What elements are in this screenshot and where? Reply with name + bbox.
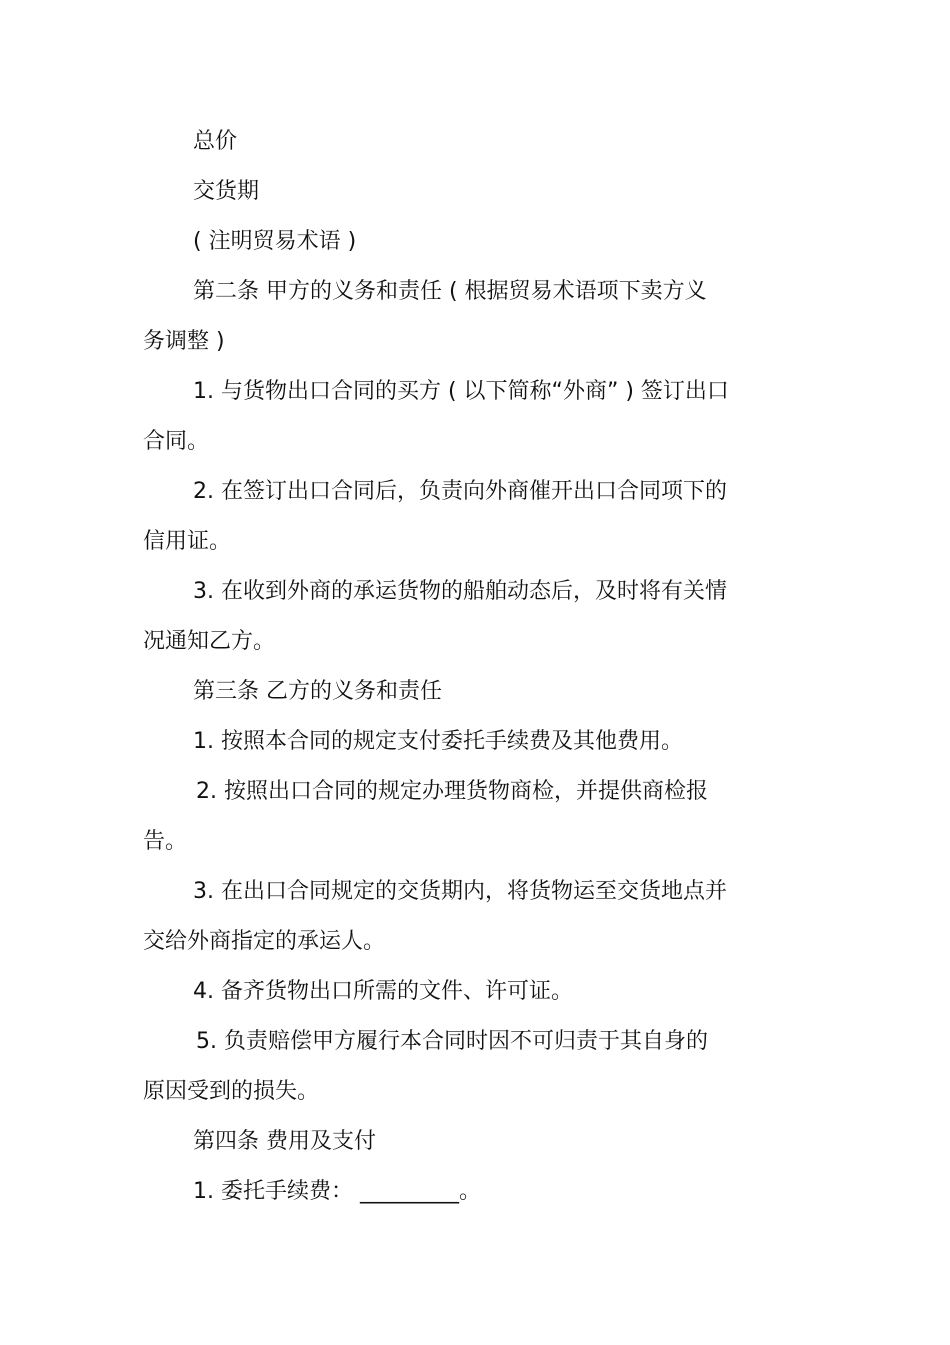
line-article-2-item-1-cont: 合同。 bbox=[143, 429, 210, 454]
line-article-2-heading: 第二条 甲方的义务和责任 ( 根据贸易术语项下卖方义 bbox=[193, 279, 707, 304]
line-article-3-heading: 第三条 乙方的义务和责任 bbox=[193, 679, 442, 704]
line-article-3-item-3: 3. 在出口合同规定的交货期内，将货物运至交货地点并 bbox=[193, 879, 727, 904]
line-article-2-item-2: 2. 在签订出口合同后，负责向外商催开出口合同项下的 bbox=[193, 479, 727, 504]
line-article-4-item-1: 1. 委托手续费： _________。 bbox=[193, 1179, 481, 1204]
line-article-3-item-2-cont: 告。 bbox=[143, 829, 188, 854]
line-article-2-item-1: 1. 与货物出口合同的买方 ( 以下简称“外商” ) 签订出口 bbox=[193, 379, 729, 404]
line-article-3-item-3-cont: 交给外商指定的承运人。 bbox=[143, 929, 386, 954]
line-article-2-item-3: 3. 在收到外商的承运货物的船舶动态后，及时将有关情 bbox=[193, 579, 727, 604]
line-article-4-heading: 第四条 费用及支付 bbox=[193, 1129, 376, 1154]
line-article-3-item-5: 5. 负责赔偿甲方履行本合同时因不可归责于其自身的 bbox=[196, 1029, 708, 1054]
line-article-3-item-4: 4. 备齐货物出口所需的文件、许可证。 bbox=[193, 979, 573, 1004]
line-article-2-item-3-cont: 况通知乙方。 bbox=[143, 629, 276, 654]
line-article-2-heading-cont: 务调整 ) bbox=[143, 329, 225, 354]
line-trade-term-note: ( 注明贸易术语 ) bbox=[193, 229, 357, 254]
line-article-2-item-2-cont: 信用证。 bbox=[143, 529, 232, 554]
line-article-3-item-2: 2. 按照出口合同的规定办理货物商检，并提供商检报 bbox=[196, 779, 708, 804]
line-total-price: 总价 bbox=[193, 129, 238, 154]
line-article-3-item-5-cont: 原因受到的损失。 bbox=[143, 1079, 320, 1104]
line-delivery-date: 交货期 bbox=[193, 179, 260, 204]
line-article-3-item-1: 1. 按照本合同的规定支付委托手续费及其他费用。 bbox=[193, 729, 683, 754]
